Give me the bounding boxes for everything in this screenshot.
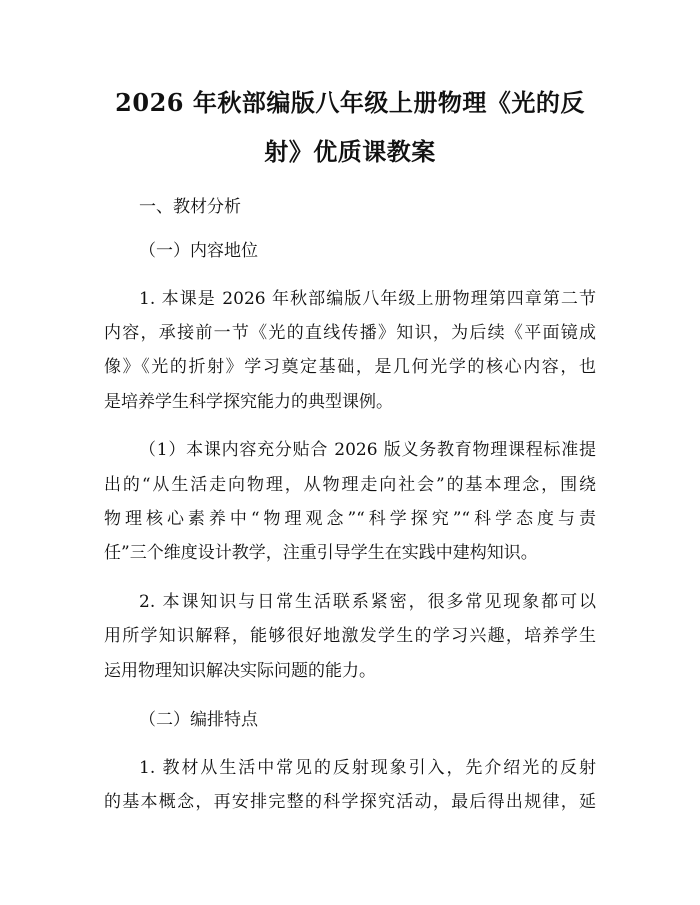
document-title-line-2: 射》优质课教案: [264, 137, 436, 166]
paragraph-line: 1. 本课是 2026 年秋部编版八年级上册物理第四章第二节: [139, 289, 596, 309]
paragraph-line: 物理核心素养中“物理观念”“科学探究”“科学态度与责: [104, 509, 596, 529]
paragraph-line: 2. 本课知识与日常生活联系紧密，很多常见现象都可以: [139, 592, 596, 612]
paragraph-line: 是培养学生科学探究能力的典型课例。: [104, 392, 393, 412]
section-heading-teaching-material-analysis: 一、教材分析: [139, 197, 241, 217]
paragraph-line: 的基本概念，再安排完整的科学探究活动，最后得出规律，延: [104, 792, 596, 812]
paragraph-line: 像》《光的折射》学习奠定基础，是几何光学的核心内容，也: [104, 357, 596, 377]
paragraph-line: 内容，承接前一节《光的直线传播》知识，为后续《平面镜成: [104, 323, 596, 343]
subsection-heading-content-position: （一）内容地位: [139, 241, 258, 261]
subsection-heading-arrangement-features: （二）编排特点: [139, 710, 258, 730]
paragraph-line: 1. 教材从生活中常见的反射现象引入，先介绍光的反射: [139, 758, 596, 778]
paragraph-line: 任”三个维度设计教学，注重引导学生在实践中建构知识。: [104, 543, 538, 563]
paragraph-line: 用所学知识解释，能够很好地激发学生的学习兴趣，培养学生: [104, 626, 596, 646]
paragraph-line: 出的“从生活走向物理，从物理走向社会”的基本理念，围绕: [104, 475, 596, 495]
paragraph-line: 运用物理知识解决实际问题的能力。: [104, 661, 376, 681]
paragraph-line: （1）本课内容充分贴合 2026 版义务教育物理课程标准提: [139, 440, 596, 460]
document-title-line-1: 2026 年秋部编版八年级上册物理《光的反: [115, 88, 585, 117]
